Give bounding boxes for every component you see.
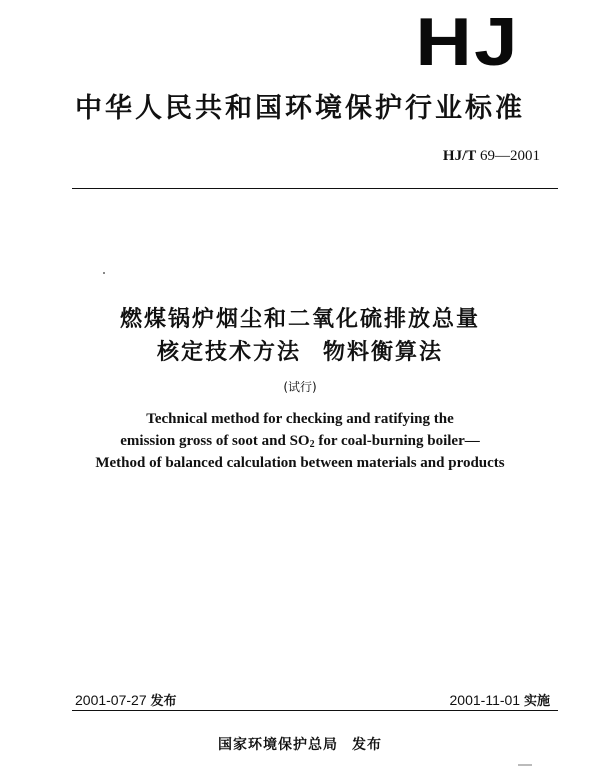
hj-logo: HJ	[415, 4, 520, 80]
standard-number	[443, 148, 540, 165]
header-divider	[72, 188, 558, 189]
standard-number-value: 69—2001	[480, 148, 540, 164]
issue-date-label: 发布	[150, 693, 177, 708]
english-title-line-3: Method of balanced calculation between materials and products	[95, 455, 505, 471]
issuer-action: 发布	[352, 737, 382, 753]
issue-date	[75, 690, 177, 709]
issue-date-value: 2001-07-27	[75, 692, 147, 708]
footer-divider	[72, 710, 558, 711]
standard-number-prefix: HJ/T	[442, 148, 477, 164]
corner-mark	[518, 764, 532, 766]
chinese-title-line-2	[0, 340, 600, 366]
trial-label: (试行)	[283, 380, 317, 394]
english-title-line-2-a: emission gross of soot and SO	[120, 433, 310, 449]
effective-date-label: 实施	[523, 693, 550, 708]
effective-date	[450, 690, 550, 709]
standard-category-title: 中华人民共和国环境保护行业标准	[75, 93, 525, 124]
english-title-line-2-b: for coal-burning boiler—	[314, 433, 480, 449]
chinese-title-part-b: 物料衡算法	[323, 340, 444, 365]
issuer-name: 国家环境保护总局	[218, 737, 338, 753]
scan-speck	[103, 272, 105, 274]
chinese-title-part-a: 核定技术方法	[156, 340, 301, 365]
english-title-subscript: 2	[309, 439, 315, 450]
chinese-title-line-1: 燃煤锅炉烟尘和二氧化硫排放总量	[119, 307, 480, 332]
effective-date-value: 2001-11-01	[449, 692, 521, 708]
english-title-line-1: Technical method for checking and ratifying the	[146, 411, 454, 427]
issuing-authority	[0, 734, 600, 754]
english-title-line-2	[0, 432, 600, 451]
